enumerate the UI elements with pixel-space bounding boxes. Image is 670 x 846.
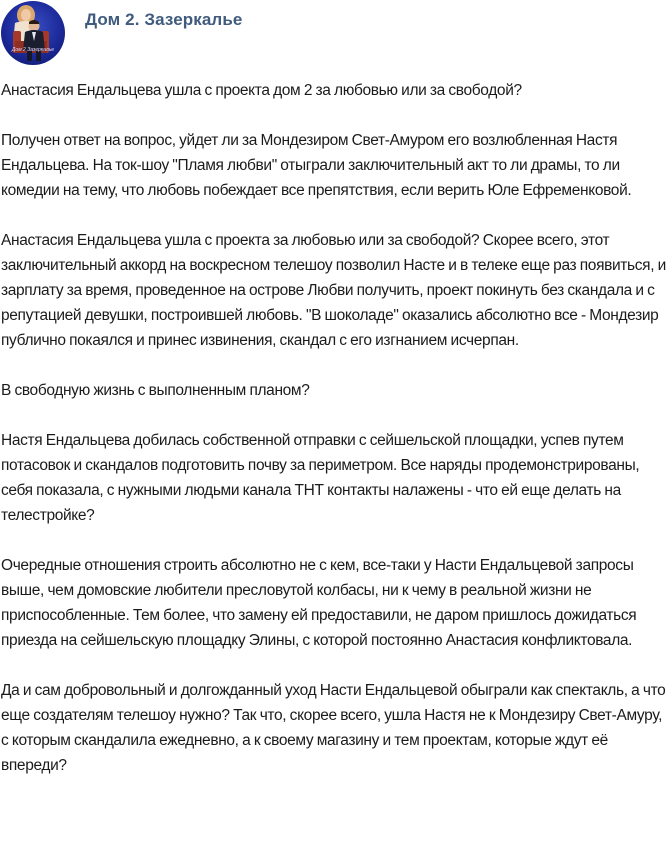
post-paragraph: Получен ответ на вопрос, уйдет ли за Мондезиром Свет-Амуром его возлюбленная Настя Ендальцева. На ток-шоу "Пламя любви" отыграли заключительный акт то ли драмы, то ли комедии на тему, что любовь побеждает все препятствия, если верить Юле Ефременковой. xyxy=(1,132,632,199)
post-subheading: В свободную жизнь с выполненным планом? xyxy=(1,382,310,399)
post-paragraph: Очередные отношения строить абсолютно не с кем, все-таки у Насти Ендальцевой запросы выше, чем домовские любители пресловутой колбасы, ни к чему в реальной жизни не приспособленные. Тем более, что замену ей предоставили, не даром пришлось дожидаться приезда на сейшельскую площадку Элины, с которой постоянно Анастасия конфликтовала. xyxy=(1,557,637,649)
group-name-link[interactable]: Дом 2. Зазеркалье xyxy=(85,10,243,29)
post-header xyxy=(0,0,670,70)
post-body xyxy=(1,78,669,803)
group-avatar[interactable] xyxy=(1,1,65,65)
avatar-caption: Дом 2 Зазеркалье xyxy=(11,47,55,53)
post-paragraph: Да и сам добровольный и долгожданный уход Насти Ендальцевой обыграли как спектакль, а что еще создателям телешоу нужно? Так что, скорее всего, ушла Настя не к Мондезиру Свет-Амуру, с которым скандалила ежедневно, а к своему магазину и тем проектам, которые ждут её впереди? xyxy=(1,682,666,774)
post-paragraph: Настя Ендальцева добилась собственной отправки с сейшельской площадки, успев путем потасовок и скандалов подготовить почву за периметром. Все наряды продемонстрированы, себя показала, с нужными людьми канала ТНТ контакты налажены - что ей еще делать на телестройке? xyxy=(1,432,640,524)
group-avatar-image-icon xyxy=(1,1,65,65)
post-paragraph: Анастасия Ендальцева ушла с проекта за любовью или за свободой? Скорее всего, этот заключительный аккорд на воскресном телешоу позволил Насте и в телеке еще раз появиться, и зарплату за время, проведенное на острове Любви получить, проект покинуть без скандала и с репутацией девушки, построившей любовь. "В шоколаде" оказались абсолютно все - Мондезир публично покаялся и принес извинения, скандал с его изгнанием исчерпан. xyxy=(1,232,666,349)
post-title: Анастасия Ендальцева ушла с проекта дом 2 за любовью или за свободой? xyxy=(1,82,522,99)
